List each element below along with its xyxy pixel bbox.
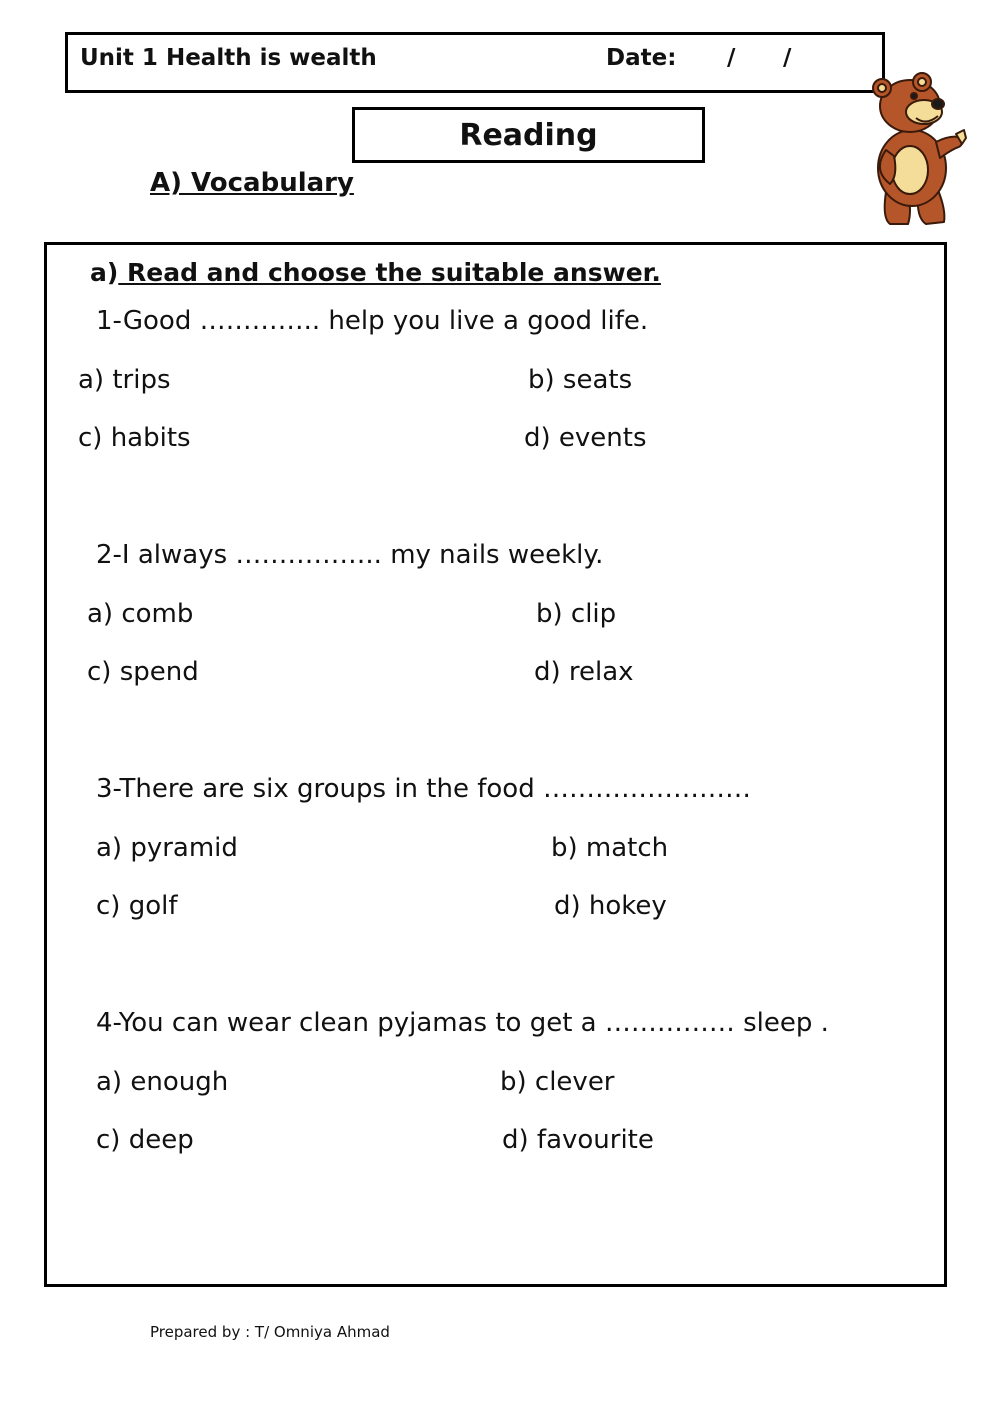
exercise-instruction: [90, 258, 661, 287]
q2-option-c[interactable]: c) spend: [87, 657, 199, 687]
date-label: Date:: [606, 45, 677, 71]
q3-option-c[interactable]: c) golf: [96, 891, 178, 921]
exercise-label: a): [90, 258, 119, 287]
unit-title: Unit 1 Health is wealth: [80, 45, 377, 71]
q3-option-a[interactable]: a) pyramid: [96, 833, 238, 863]
section-title: A) Vocabulary: [150, 168, 354, 198]
q1-option-c[interactable]: c) habits: [78, 423, 191, 453]
question-2: 2-I always …………….. my nails weekly.: [96, 540, 604, 570]
reading-title: Reading: [352, 107, 705, 163]
question-1: 1-Good ………….. help you live a good life.: [96, 306, 649, 336]
footer-credit: Prepared by : T/ Omniya Ahmad: [150, 1323, 390, 1341]
q3-option-d[interactable]: d) hokey: [554, 891, 667, 921]
q1-option-d[interactable]: d) events: [524, 423, 647, 453]
q4-option-d[interactable]: d) favourite: [502, 1125, 654, 1155]
q4-option-c[interactable]: c) deep: [96, 1125, 194, 1155]
q2-option-d[interactable]: d) relax: [534, 657, 634, 687]
q4-option-b[interactable]: b) clever: [500, 1067, 615, 1097]
q1-option-a[interactable]: a) trips: [78, 365, 171, 395]
question-4: 4-You can wear clean pyjamas to get a …………… sleep .: [96, 1008, 829, 1038]
bear-icon: [852, 72, 968, 232]
date-slash: /: [783, 45, 792, 71]
date-slash: /: [727, 45, 736, 71]
q1-option-b[interactable]: b) seats: [528, 365, 633, 395]
q2-option-a[interactable]: a) comb: [87, 599, 194, 629]
instruction-text: Read and choose the suitable answer.: [118, 258, 661, 287]
question-3: 3-There are six groups in the food ……………………: [96, 774, 751, 804]
q3-option-b[interactable]: b) match: [551, 833, 669, 863]
q2-option-b[interactable]: b) clip: [536, 599, 617, 629]
q4-option-a[interactable]: a) enough: [96, 1067, 229, 1097]
